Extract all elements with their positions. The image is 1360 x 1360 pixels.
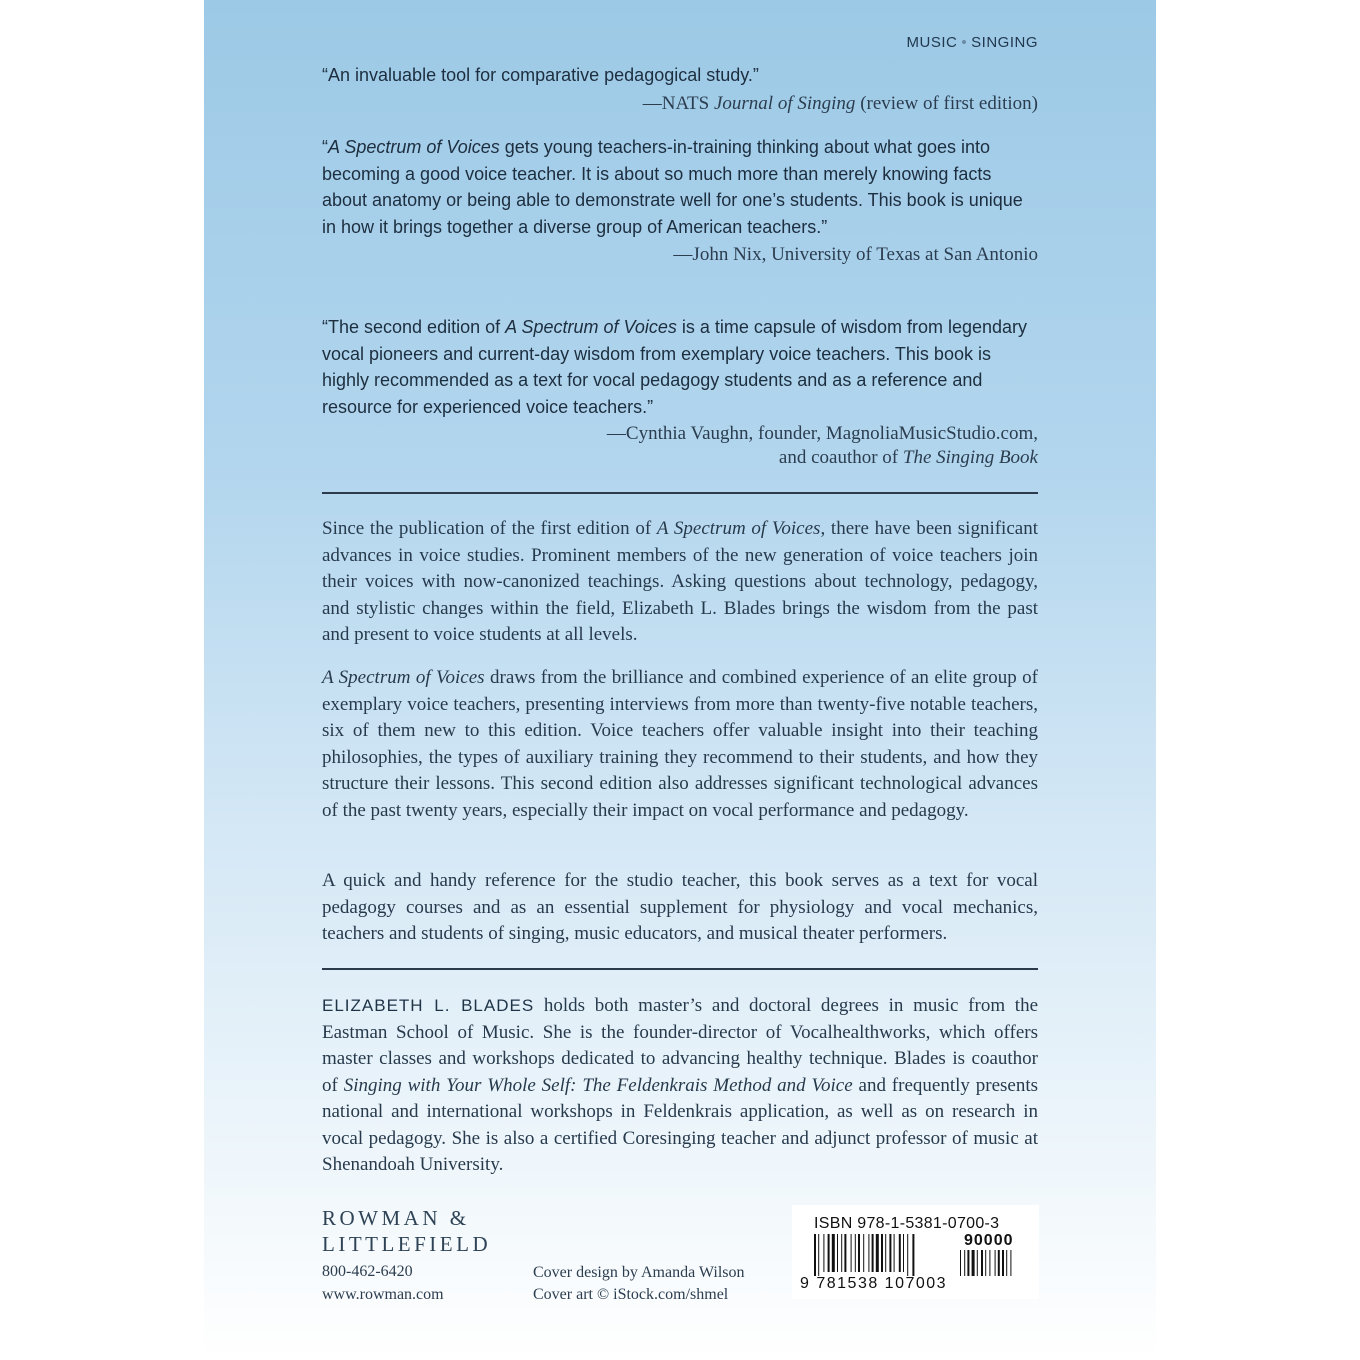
- publisher-contact: [322, 1260, 444, 1306]
- review-3: [322, 314, 1038, 470]
- cover-art-credit: Cover art © iStock.com/shmel: [533, 1286, 729, 1303]
- divider-2: [322, 968, 1038, 970]
- barcode-digits: 9 781538 107003: [800, 1275, 948, 1292]
- publisher-logo: [322, 1205, 491, 1257]
- review-attribution: —NATS Journal of Singing (review of first edition): [642, 92, 1038, 114]
- cover-design-credit: Cover design by Amanda Wilson: [533, 1264, 745, 1281]
- author-name: ELIZABETH L. BLADES: [322, 996, 535, 1015]
- review-attribution: —Cynthia Vaughn, founder, MagnoliaMusicStudio.com, and coauthor of The Singing Book: [606, 423, 1038, 468]
- divider-1: [322, 492, 1038, 494]
- review-quote: “An invaluable tool for comparative pedagogical study.”: [322, 65, 759, 85]
- review-attribution: —John Nix, University of Texas at San Antonio: [673, 244, 1038, 265]
- cover-credits: [533, 1262, 744, 1306]
- publisher-website: www.rowman.com: [322, 1286, 444, 1303]
- category-label: [907, 34, 1038, 51]
- description-paragraph-1: Since the publication of the first edition of A Spectrum of Voices, there have been significant advances in voice studies. Prominent members of the new generation of voice teachers join their voices with now-canonized teachings. Asking questions about technology, pedagogy, and stylistic changes within the field, Elizabeth L. Blades brings the wisdom from the past and present to voice students at all levels.: [322, 518, 1038, 645]
- publisher-logo-line2: LITTLEFIELD: [322, 1232, 492, 1256]
- category-music: MUSIC: [906, 34, 958, 51]
- publisher-phone: 800-462-6420: [322, 1263, 413, 1280]
- description-paragraph-2: A Spectrum of Voices draws from the brilliance and combined experience of an elite group of exemplary voice teachers, presenting interviews from more than twenty-five notable teachers, six of them new to this edition. Voice teachers offer valuable insight into their teaching philosophies, the types of auxiliary training they recommend to their students, and how they structure their lessons. This second edition also addresses significant technological advances of the past twenty years, especially their impact on vocal performance and pedagogy.: [322, 667, 1038, 821]
- review-1: [322, 62, 1038, 116]
- review-quote: “A Spectrum of Voices gets young teachers-in-training thinking about what goes into becoming a good voice teacher. It is about so much more than merely knowing facts about anatomy or being able to demonstrate well for one’s students. This book is unique in how it brings together a diverse group of American teachers.”: [322, 137, 1023, 237]
- review-2: [322, 134, 1038, 267]
- publisher-logo-line1: ROWMAN &: [322, 1206, 470, 1230]
- isbn-barcode: [792, 1205, 1039, 1299]
- description-paragraph-3: A quick and handy reference for the studio teacher, this book serves as a text for vocal pedagogy courses and as an essential supplement for physiology and vocal mechanics, teachers and students of singing, music educators, and musical theater performers.: [322, 870, 1038, 944]
- category-singing: SINGING: [971, 34, 1038, 51]
- category-separator: •: [961, 34, 968, 51]
- review-quote: “The second edition of A Spectrum of Voices is a time capsule of wisdom from legendary vocal pioneers and current-day wisdom from exemplary voice teachers. This book is highly recommended as a text for vocal pedagogy students and as a reference and resource for experienced voice teachers.”: [322, 317, 1028, 417]
- book-back-cover: [204, 0, 1156, 1360]
- isbn-number: ISBN 978-1-5381-0700-3: [814, 1215, 1000, 1232]
- price-code: 90000: [964, 1232, 1014, 1249]
- author-bio: ELIZABETH L. BLADES holds both master’s and doctoral degrees in music from the Eastman School of Music. She is the founder-director of Vocalhealthworks, which offers master classes and workshops dedicated to advancing healthy technique. Blades is coauthor of Singing with Your Whole Self: The Feldenkrais Method and Voice and frequently presents national and international workshops in Feldenkrais application, as well as on research in vocal pedagogy. She is also a certified Coresinging teacher and adjunct professor of music at Shenandoah University.: [322, 995, 1039, 1175]
